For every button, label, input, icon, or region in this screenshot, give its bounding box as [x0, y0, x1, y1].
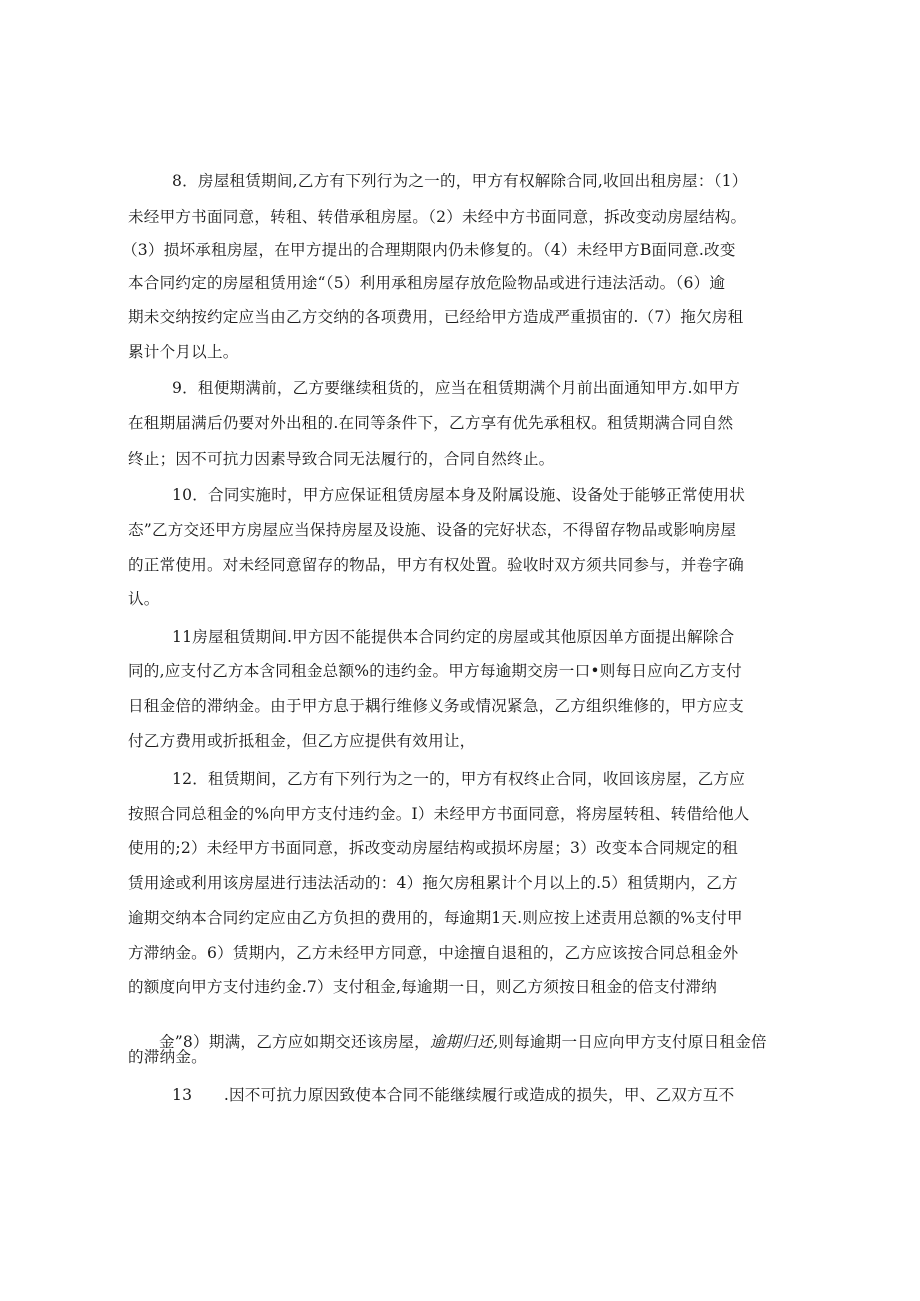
text-line: 逾期交纳本合同约定应由乙方负担的费用的，每逾期1天.则应按上述责用总额的%支付甲	[128, 909, 743, 927]
text-line: 9．租便期满前，乙方要继续租货的，应当在租赁期满个月前出面通知甲方.如甲方	[172, 379, 741, 397]
text-line: 10．合同实施时，甲方应保证租赁房屋本身及附属设施、设备处于能够正常使用状	[172, 486, 746, 504]
text-line: 终止；因不可抗力因素导致合同无法履行的，合同自然终止。	[128, 450, 555, 468]
text-line: 方滞纳金。6）赁期内，乙方未经甲方同意，中途擅自退租的，乙方应该按合同总租金外	[128, 944, 739, 962]
text-line: 日租金倍的滞纳金。由于甲方息于耦行维修义务或情况紧急，乙方组织维修的，甲方应支	[128, 697, 744, 715]
text-line: 累计个月以上。	[128, 343, 239, 361]
text-line: 认。	[128, 590, 160, 608]
text-line: 的额度向甲方支付违约金.7）支付租金,每逾期一日，则乙方须按日租金的倍支付滞纳	[128, 978, 718, 996]
text-line: 的正常使用。对未经同意留存的物品，甲方有权处置。验收时双方须共同参与，并卷字确	[128, 556, 744, 574]
text-line: 8．房屋租赁期间,乙方有下列行为之一的，甲方有权解除合同,收回出租房屋：（1）	[172, 172, 748, 190]
text-line: 本合同约定的房屋租赁用途“（5）利用承租房屋存放危险物品或进行违法活动。（6）逾	[128, 274, 726, 292]
text-line: 未经甲方书面同意，转租、转借承租房屋。（2）未经中方书面同意，拆改变动房屋结构。	[128, 208, 747, 226]
italic-phrase: 逾期归还,	[429, 1033, 499, 1051]
text-line: 按照合同总租金的%向甲方支付违约金。I）未经甲方书面同意，将房屋转租、转借给他人	[128, 805, 750, 823]
text-line: 在租期届满后仍要对外出租的.在同等条件下，乙方享有优先承租权。租赁期满合同自然	[128, 414, 734, 432]
text-segment: 则每逾期一日应向甲方支付原日租金倍	[498, 1033, 767, 1051]
text-line: （3）损坏承租房屋，在甲方提出的合理期限内仍未修复的。（4）未经甲方B面同意.改变	[122, 241, 736, 259]
text-line: 使用的;2）未经甲方书面同意，拆改变动房屋结构或损坏房屋；3）改变本合同规定的租	[128, 839, 739, 857]
text-line: 态”乙方交还甲方房屋应当保持房屋及设施、设备的完好状态，不得留存物品或影响房屋	[128, 521, 737, 539]
text-line: 赁用途或利用该房屋进行违法活动的：4）拖欠房租累计个月以上的.5）租赁期内，乙方	[128, 874, 738, 892]
text-line: 11房屋租赁期间.甲方因不能提供本合同约定的房屋或其他原因单方面提出解除合	[172, 628, 735, 646]
text-line: 13 .因不可抗力原因致使本合同不能继续履行或造成的损失，甲、乙双方互不	[172, 1086, 735, 1104]
text-line: 12．租赁期间，乙方有下列行为之一的，甲方有权终止合同，收回该房屋，乙方应	[172, 770, 746, 788]
text-segment: 金”8）期满，乙方应如期交还该房屋，	[158, 1033, 430, 1051]
text-line: 付乙方费用或折抵租金，但乙方应提供有效用让，	[128, 732, 476, 750]
text-line: 的滞纳金。	[128, 1048, 207, 1066]
text-line: 同的,应支付乙方本含同租金总额%的违约金。甲方每逾期交房一口•则每日应向乙方支付	[128, 662, 742, 680]
text-line	[128, 1012, 767, 1072]
text-line: 期未交纳按约定应当由乙方交纳的各项费用，已经给甲方造成严重损宙的.（7）拖欠房租	[128, 308, 744, 326]
